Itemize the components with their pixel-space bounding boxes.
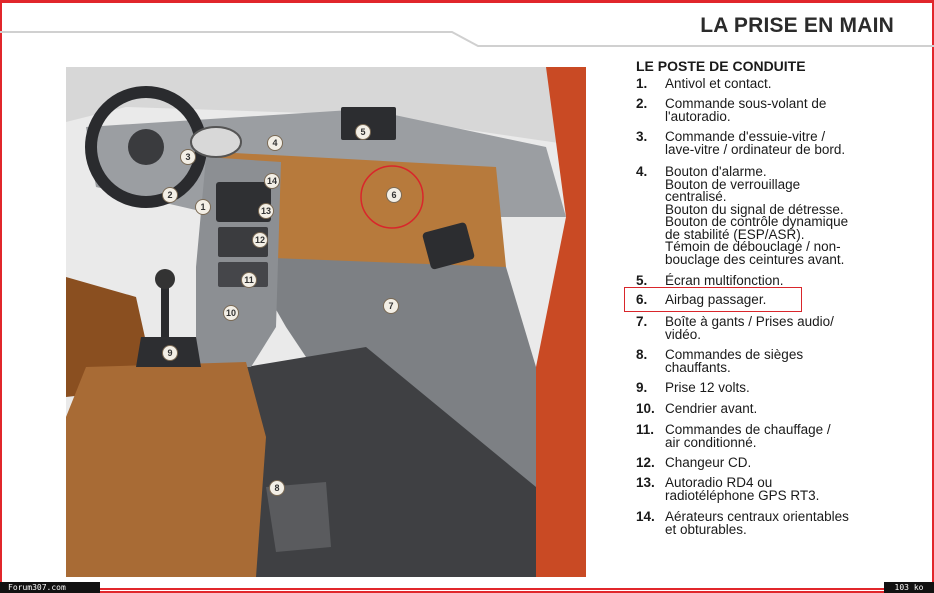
legend-text: Commande sous-volant de l'autoradio. xyxy=(665,96,827,124)
file-size-label: 103 ko xyxy=(884,582,934,593)
legend-number: 5. xyxy=(636,273,648,288)
legend-text: Bouton d'alarme. Bouton de verrouillage centralisé. Bouton du signal de détresse. Bouton de contrôle dynamique de stabilité (ESP/ASR). Témoin de débouclage / non- bouclage des ceintures avant. xyxy=(665,164,849,267)
legend-number: 4. xyxy=(636,164,648,179)
legend-number: 8. xyxy=(636,347,648,362)
callout-label: 7 xyxy=(388,301,394,311)
legend-text: Antivol et contact. xyxy=(665,76,772,91)
legend-text: Aérateurs centraux orientables et obturables. xyxy=(665,509,849,537)
dashboard-illustration xyxy=(66,67,586,577)
legend-number: 2. xyxy=(636,96,648,111)
callout-label: 3 xyxy=(185,152,191,162)
callout-label: 2 xyxy=(167,190,173,200)
site-watermark: Forum307.com xyxy=(0,582,100,593)
legend-number: 3. xyxy=(636,129,648,144)
callout-label: 6 xyxy=(391,190,397,200)
callout-label: 1 xyxy=(200,202,206,212)
footer-rule xyxy=(100,588,884,590)
page-title: LA PRISE EN MAIN xyxy=(700,14,894,37)
callout-label: 4 xyxy=(272,138,278,148)
callout-label: 11 xyxy=(244,275,254,285)
legend-text: Airbag passager. xyxy=(665,292,767,307)
legend-text: Autoradio RD4 ou radiotéléphone GPS RT3. xyxy=(665,475,820,503)
legend-number: 1. xyxy=(636,76,648,91)
legend-number: 10. xyxy=(636,401,655,416)
legend-text: Commande d'essuie-vitre / lave-vitre / ordinateur de bord. xyxy=(665,129,846,157)
legend-number: 12. xyxy=(636,455,655,470)
callout-label: 5 xyxy=(360,127,366,137)
legend-text: Prise 12 volts. xyxy=(665,380,750,395)
legend-text: Écran multifonction. xyxy=(665,273,784,288)
legend-number: 9. xyxy=(636,380,648,395)
legend-number: 14. xyxy=(636,509,655,524)
legend-text: Commandes de chauffage / air conditionné. xyxy=(665,422,831,450)
callout-label: 13 xyxy=(260,206,272,216)
legend-number: 13. xyxy=(636,475,655,490)
callout-label: 10 xyxy=(225,308,237,318)
legend-text: Cendrier avant. xyxy=(665,401,758,416)
callout-label: 8 xyxy=(274,483,280,493)
callout-label: 12 xyxy=(254,235,266,245)
section-title: LE POSTE DE CONDUITE xyxy=(636,58,806,74)
legend-number: 11. xyxy=(636,422,655,437)
legend-number: 6. xyxy=(636,292,648,307)
legend-text: Boîte à gants / Prises audio/ vidéo. xyxy=(665,314,834,342)
callout-label: 14 xyxy=(266,176,278,186)
passenger-airbag-highlight xyxy=(624,287,802,312)
legend-text: Commandes de sièges chauffants. xyxy=(665,347,804,375)
legend-number: 7. xyxy=(636,314,648,329)
callout-label: 9 xyxy=(167,348,173,358)
legend-text: Changeur CD. xyxy=(665,455,752,470)
